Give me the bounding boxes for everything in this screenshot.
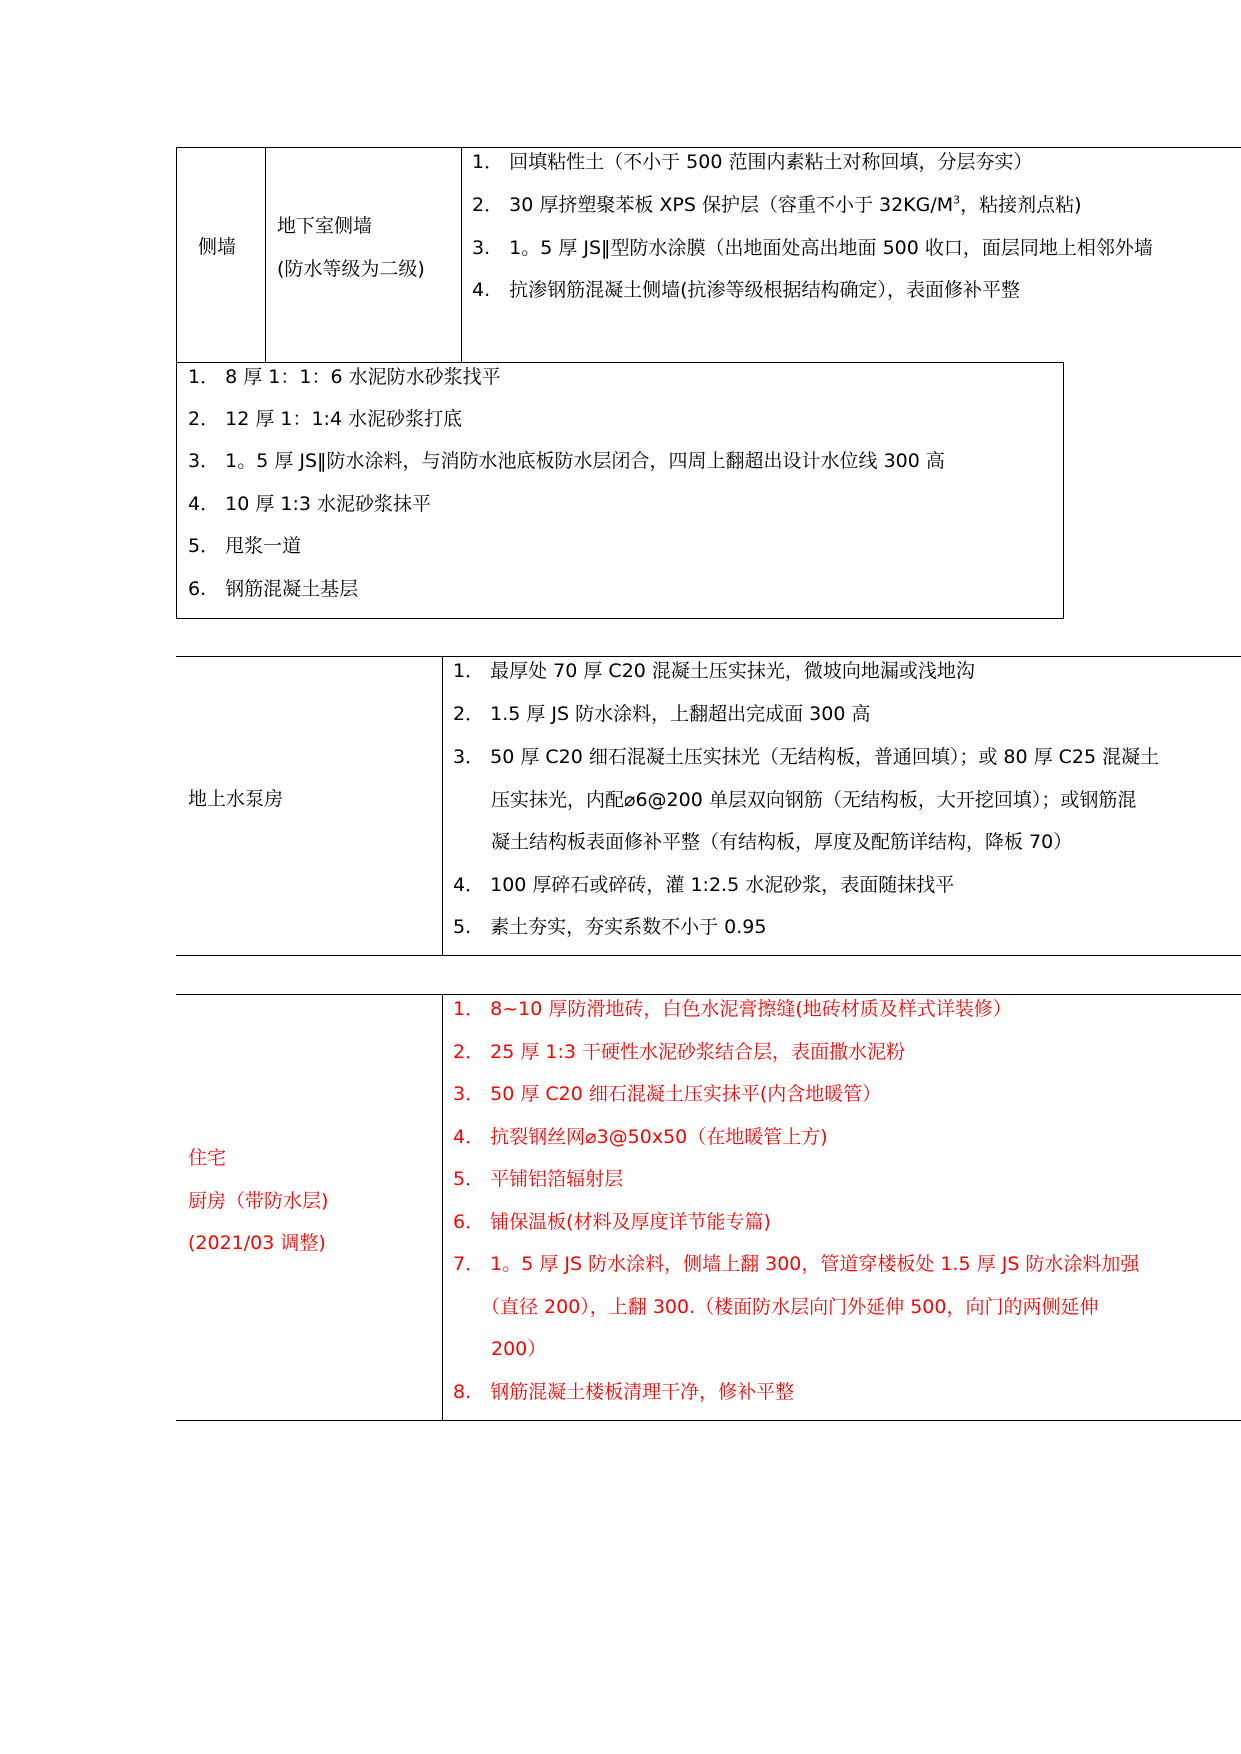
table4-item-4: 4． 抗裂钢丝网⌀3@50x50（在地暖管上方)	[453, 1126, 828, 1148]
table4-item-7-line-2: （直径 200），上翻 300.（楼面防水层向门外延伸 500，向门的两侧延伸	[481, 1296, 1099, 1318]
table3-col-rule	[442, 656, 443, 956]
table1-category: 侧墙	[198, 236, 237, 258]
table4-item-3: 3． 50 厚 C20 细石混凝土压实抹平(内含地暖管）	[453, 1083, 882, 1105]
table2-item-4: 4． 10 厚 1:3 水泥砂浆抹平	[188, 493, 432, 515]
table1-item-3: 3. 1。5 厚 JS‖型防水涂膜（出地面处高出地面 500 收口，面层同地上相邻外墙	[472, 237, 1153, 259]
table3-item-3-line-3: 凝土结构板表面修补平整（有结构板，厚度及配筋详结构，降板 70）	[491, 831, 1073, 853]
table2-item-5: 5． 甩浆一道	[188, 535, 302, 557]
table3-top-rule	[176, 656, 1241, 657]
table3-item-3: 3． 50 厚 C20 细石混凝土压实抹光（无结构板，普通回填）；或 80 厚 C25 混凝土	[453, 746, 1160, 768]
table2-right-rule	[1063, 362, 1064, 619]
table4-col-rule	[442, 994, 443, 1421]
table4-label-line-1: 住宅	[188, 1147, 227, 1169]
table1-item-2-tail: ，粘接剂点粘)	[960, 194, 1082, 216]
table1-item-1: 1． 回填粘性土（不小于 500 范围内素粘土对称回填，分层夯实）	[472, 151, 1033, 173]
table4-top-rule	[176, 994, 1241, 995]
table3-item-3-line-2: 压实抹光，内配⌀6@200 单层双向钢筋（无结构板，大开挖回填）；或钢筋混	[491, 789, 1137, 811]
table3-bottom-rule	[176, 955, 1241, 956]
table1-item-2-superscript: 3	[953, 193, 961, 207]
table2-left-rule	[176, 362, 177, 619]
table2-item-1: 1． 8 厚 1：1：6 水泥防水砂浆找平	[188, 366, 501, 388]
table1-left-rule	[176, 147, 177, 363]
table4-label-line-2: 厨房（带防水层)	[188, 1190, 329, 1212]
table3-item-4: 4． 100 厚碎石或碎砖，灌 1:2.5 水泥砂浆，表面随抹找平	[453, 874, 955, 896]
table2-top-rule	[176, 362, 1064, 363]
table1-name: 地下室侧墙	[277, 215, 373, 237]
table2-item-6: 6. 钢筋混凝土基层	[188, 578, 359, 600]
table4-item-7: 7． 1。5 厚 JS 防水涂料，侧墙上翻 300，管道穿楼板处 1.5 厚 JS 防水涂料加强	[453, 1253, 1140, 1275]
table1-col2-rule	[461, 147, 462, 363]
table4-item-2: 2． 25 厚 1:3 干硬性水泥砂浆结合层，表面撒水泥粉	[453, 1041, 906, 1063]
table4-item-6: 6． 铺保温板(材料及厚度详节能专篇)	[453, 1211, 771, 1233]
table2-item-3: 3． 1。5 厚 JS‖防水涂料，与消防水池底板防水层闭合，四周上翻超出设计水位线 300 高	[188, 450, 945, 472]
table1-col1-rule	[265, 147, 266, 363]
table1-item-2-text: 2． 30 厚挤塑聚苯板 XPS 保护层（容重不小于 32KG/M	[472, 194, 954, 216]
table1-item-2	[472, 193, 1082, 216]
table4-label-line-3: (2021/03 调整)	[188, 1232, 326, 1254]
table4-item-5: 5． 平铺铝箔辐射层	[453, 1168, 624, 1190]
table4-bottom-rule	[176, 1420, 1241, 1421]
table1-name-note: (防水等级为二级)	[277, 258, 425, 280]
table3-item-1: 1． 最厚处 70 厚 C20 混凝土压实抹光，微坡向地漏或浅地沟	[453, 660, 975, 682]
table1-item-4: 4. 抗渗钢筋混凝土侧墙(抗渗等级根据结构确定），表面修补平整	[472, 279, 1021, 301]
table4-item-1: 1． 8~10 厚防滑地砖，白色水泥膏擦缝(地砖材质及样式详装修）	[453, 998, 1012, 1020]
table4-item-7-line-3: 200）	[491, 1338, 547, 1360]
table3-label: 地上水泵房	[188, 788, 284, 810]
table2-item-2: 2． 12 厚 1：1:4 水泥砂浆打底	[188, 408, 463, 430]
table2-bottom-rule	[176, 618, 1064, 619]
table3-item-5: 5. 素土夯实，夯实系数不小于 0.95	[453, 916, 767, 938]
table4-item-8: 8. 钢筋混凝土楼板清理干净，修补平整	[453, 1381, 795, 1403]
table1-top-rule	[176, 147, 1241, 148]
table3-item-2: 2． 1.5 厚 JS 防水涂料，上翻超出完成面 300 高	[453, 703, 871, 725]
